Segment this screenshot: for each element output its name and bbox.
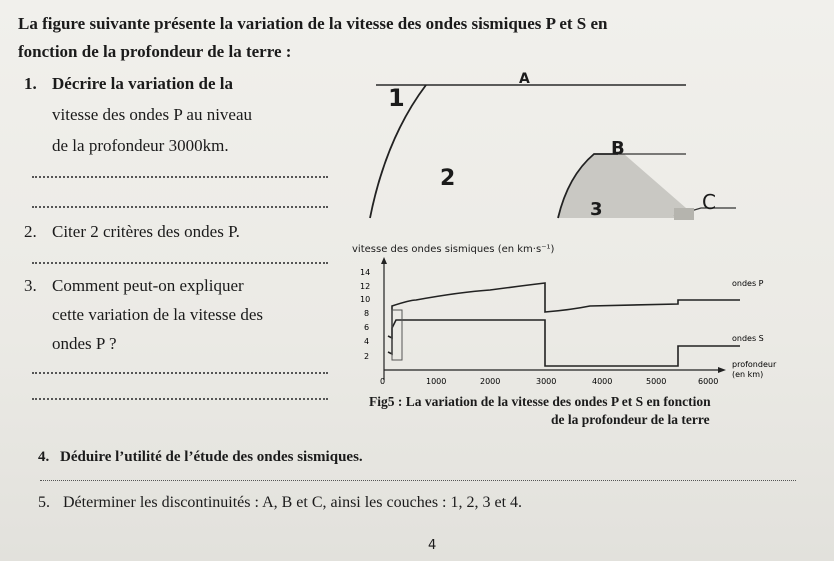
x-axis-label-1: profondeur [732, 360, 777, 369]
q3-line-1-text: Comment peut-on expliquer [52, 276, 244, 295]
x-tick-2000: 2000 [480, 377, 501, 386]
answer-line [40, 480, 796, 481]
x-tick-3000: 3000 [536, 377, 557, 386]
figure-caption-line-2: de la profondeur de la terre [551, 412, 710, 427]
chart-y-label: vitesse des ondes sismiques (en km·s⁻¹) [352, 244, 555, 255]
intro-line-1: La figure suivante présente la variation de la vitesse des ondes sismiques P et S en [18, 14, 608, 33]
velocity-chart [340, 256, 820, 398]
curve-s-waves [388, 320, 740, 366]
answer-line [32, 262, 328, 264]
q2-number: 2. [24, 222, 37, 241]
q3-line-2: cette variation de la vitesse des [52, 305, 263, 324]
q1-line-3: de la profondeur 3000km. [52, 136, 229, 155]
y-tick-6: 6 [364, 323, 370, 332]
answer-line [32, 176, 328, 178]
curve-p-waves [388, 283, 740, 338]
page-number: 4 [428, 538, 437, 553]
figure-caption-line-1: Fig5 : La variation de la vitesse des ondes P et S en fonction [369, 394, 711, 409]
x-tick-6000: 6000 [698, 377, 719, 386]
layer-2-label: 2 [440, 166, 456, 191]
y-axis-arrow [381, 257, 387, 264]
answer-line [32, 398, 328, 400]
discontinuity-a-label: A [519, 71, 530, 87]
layer-1-label: 1 [388, 84, 405, 112]
q5-number: 5. [38, 494, 50, 511]
curve-p-label: ondes P [732, 279, 764, 288]
discontinuity-c-label: C [702, 190, 716, 214]
q3-line-1 [52, 276, 244, 296]
earth-layers-diagram [356, 68, 756, 238]
x-tick-4000: 4000 [592, 377, 613, 386]
layer-4-mark [674, 208, 694, 220]
q1-line-1: Décrire la variation de la [52, 74, 233, 93]
x-axis-label-2: (en km) [732, 370, 764, 379]
q1-line-2: vitesse des ondes P au niveau [52, 105, 253, 124]
x-tick-1000: 1000 [426, 377, 447, 386]
y-tick-4: 4 [364, 337, 370, 346]
answer-line [32, 206, 328, 208]
layer-3-shading [558, 154, 686, 218]
curve-s-label: ondes S [732, 334, 764, 343]
y-tick-10: 10 [360, 295, 371, 304]
q4-number: 4. [38, 449, 50, 465]
y-tick-12: 12 [360, 282, 371, 291]
y-tick-2: 2 [364, 352, 370, 361]
y-tick-14: 14 [360, 268, 371, 277]
q5-text: Déterminer les discontinuités : A, B et C, ainsi les couches : 1, 2, 3 et 4. [63, 494, 523, 511]
q4-text: Déduire l’utilité de l’étude des ondes sismiques. [60, 449, 363, 465]
q1-number: 1. [24, 74, 37, 93]
x-tick-5000: 5000 [646, 377, 667, 386]
y-tick-8: 8 [364, 309, 370, 318]
q3-line-3: ondes P ? [52, 334, 117, 353]
q3-number: 3. [24, 276, 37, 295]
x-tick-0: 0 [380, 377, 386, 386]
x-axis-arrow [718, 367, 726, 373]
discontinuity-b-label: B [611, 138, 625, 159]
q2-text: Citer 2 critères des ondes P. [52, 222, 240, 241]
intro-line-2: fonction de la profondeur de la terre : [18, 42, 292, 61]
low-velocity-zone-box [392, 310, 402, 360]
answer-line [32, 372, 328, 374]
layer-3-label: 3 [590, 199, 603, 220]
